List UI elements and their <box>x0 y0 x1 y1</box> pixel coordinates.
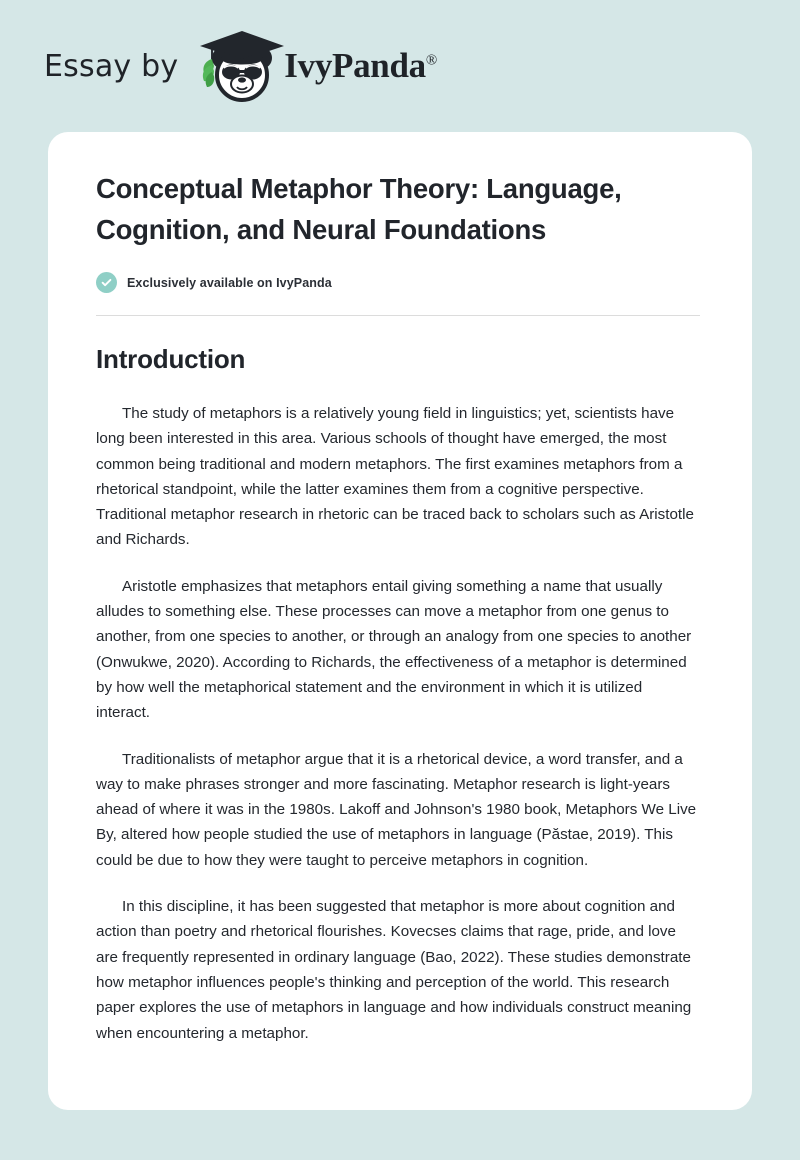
brand-name-text: IvyPanda <box>284 46 426 85</box>
body-paragraph: The study of metaphors is a relatively young field in linguistics; yet, scientists have long been interested in this area. Various schools of thought have emerged, the most common being traditional and modern metaphors. The first examines metaphors from a rhetorical standpoint, while the latter examines them from a cognitive perspective. Traditional metaphor research in rhetoric can be traced back to scholars such as Aristotle and Richards. <box>96 405 694 549</box>
essay-card <box>48 132 752 1110</box>
panda-graduate-logo-icon <box>192 27 288 105</box>
body-paragraph: Traditionalists of metaphor argue that it is a rhetorical device, a word transfer, and a way to make phrases stronger and more fascinating. Metaphor research is light-years ahead of where it was in the 1980s. Lakoff and Johnson's 1980 book, Metaphors We Live By, altered how people studied the use of metaphors in language (Păstae, 2019). This could be due to how they were taught to perceive metaphors in cognition. <box>96 750 697 869</box>
divider <box>96 315 700 316</box>
essay-by-label: Essay by <box>44 48 179 84</box>
registered-trademark-icon: ® <box>425 52 438 69</box>
ivypanda-logo[interactable] <box>192 27 437 105</box>
check-circle-icon <box>96 272 117 293</box>
body-paragraph: In this discipline, it has been suggested that metaphor is more about cognition and action than poetry and rhetorical flourishes. Kovecses claims that rage, pride, and love are frequently represented in ordinary language (Bao, 2022). These studies demonstrate how metaphor influences people's thinking and perception of the world. This research paper explores the use of metaphors in language and how individuals construct meaning when encountering a metaphor. <box>96 898 692 1042</box>
body-paragraph: Aristotle emphasizes that metaphors entail giving something a name that usually alludes to something else. These processes can move a metaphor from one genus to another, from one species to another, or through an analogy from one species to another (Onwukwe, 2020). According to Richards, the effectiveness of a metaphor is determined by how well the metaphorical statement and the environment in which it is utilized interact. <box>96 577 692 722</box>
status-badge-label: Exclusively available on IvyPanda <box>127 275 332 290</box>
section-heading-introduction: Introduction <box>96 344 246 374</box>
status-badge <box>96 272 700 293</box>
brand-wordmark <box>284 46 437 86</box>
site-header <box>0 0 800 132</box>
page-title: Conceptual Metaphor Theory: Language, Cognition, and Neural Foundations <box>96 173 622 245</box>
